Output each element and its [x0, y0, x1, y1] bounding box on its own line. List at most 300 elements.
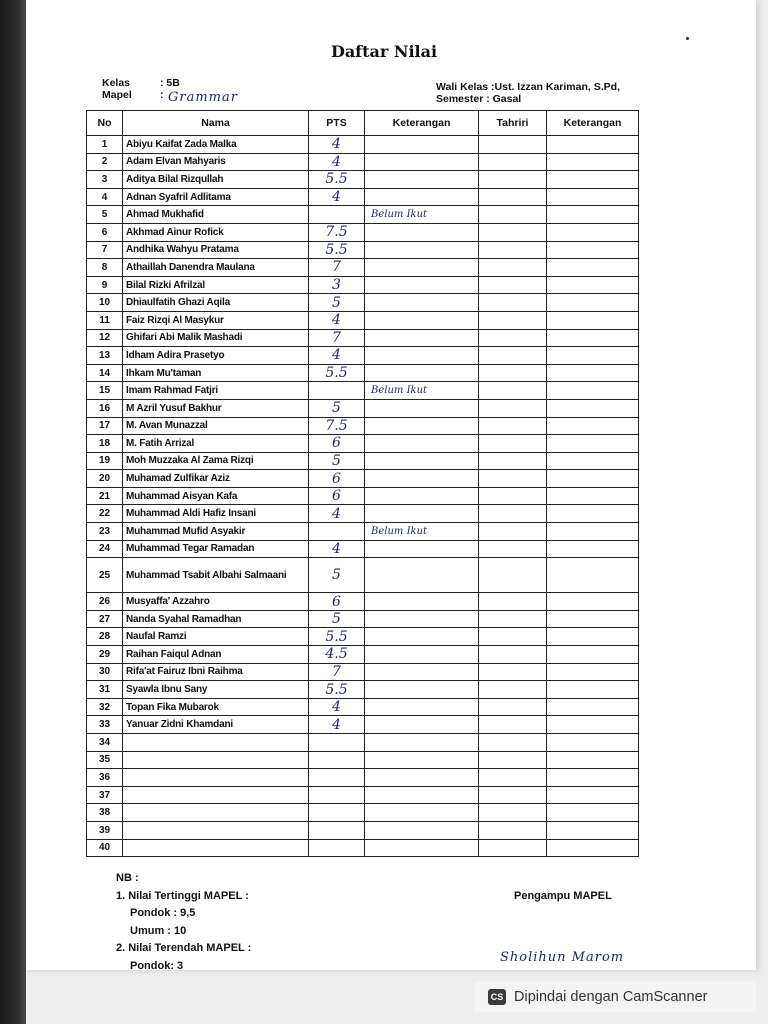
table-row	[87, 294, 639, 312]
tahriri-cell	[479, 487, 547, 505]
keterangan-cell	[365, 188, 479, 206]
tahriri-cell	[479, 223, 547, 241]
student-name	[123, 786, 309, 804]
row-number: 6	[87, 223, 123, 241]
table-row	[87, 311, 639, 329]
pts-score: 7	[309, 663, 365, 681]
keterangan-2-cell	[547, 804, 639, 822]
keterangan-cell	[365, 241, 479, 259]
pts-score: 6	[309, 487, 365, 505]
row-number: 12	[87, 329, 123, 347]
pts-score: 4.5	[309, 646, 365, 664]
lowest-score-label: 2. Nilai Terendah MAPEL :	[116, 942, 252, 954]
table-row	[87, 523, 639, 541]
keterangan-cell	[365, 769, 479, 787]
student-name: Athaillah Danendra Maulana	[123, 259, 309, 277]
student-name: M. Fatih Arrizal	[123, 435, 309, 453]
keterangan-cell	[365, 487, 479, 505]
keterangan-2-cell	[547, 153, 639, 171]
mapel-colon: :	[160, 89, 164, 101]
table-row	[87, 259, 639, 277]
tahriri-cell	[479, 646, 547, 664]
highest-score-label: 1. Nilai Tertinggi MAPEL :	[116, 889, 249, 902]
teacher-info	[436, 81, 620, 105]
tahriri-cell	[479, 593, 547, 611]
tahriri-cell	[479, 839, 547, 857]
pts-score: 6	[309, 470, 365, 488]
student-name: Abiyu Kaifat Zada Malka	[123, 136, 309, 154]
row-number: 3	[87, 171, 123, 189]
row-number: 24	[87, 540, 123, 558]
student-name	[123, 804, 309, 822]
tahriri-cell	[479, 769, 547, 787]
tahriri-cell	[479, 435, 547, 453]
keterangan-cell	[365, 610, 479, 628]
row-number: 33	[87, 716, 123, 734]
table-row	[87, 452, 639, 470]
mapel-label: Mapel	[102, 89, 132, 101]
tahriri-cell	[479, 347, 547, 365]
pts-score: 5.5	[309, 628, 365, 646]
tahriri-cell	[479, 417, 547, 435]
tahriri-cell	[479, 470, 547, 488]
keterangan-2-cell	[547, 786, 639, 804]
tahriri-cell	[479, 821, 547, 839]
keterangan-2-cell	[547, 188, 639, 206]
keterangan-cell	[365, 593, 479, 611]
table-row	[87, 399, 639, 417]
pts-score: 4	[309, 716, 365, 734]
table-row	[87, 435, 639, 453]
row-number: 28	[87, 628, 123, 646]
keterangan-2-cell	[547, 223, 639, 241]
table-row	[87, 610, 639, 628]
pts-score	[309, 821, 365, 839]
keterangan-cell	[365, 294, 479, 312]
tahriri-cell	[479, 698, 547, 716]
header-keterangan-2: Keterangan	[547, 111, 639, 136]
teacher-signature: Sholihun Marom	[500, 950, 625, 965]
keterangan-2-cell	[547, 505, 639, 523]
keterangan-2-cell	[547, 276, 639, 294]
pts-score: 5	[309, 399, 365, 417]
row-number: 2	[87, 153, 123, 171]
tahriri-cell	[479, 206, 547, 224]
table-row	[87, 646, 639, 664]
pts-score: 5	[309, 452, 365, 470]
table-row	[87, 171, 639, 189]
grade-table-wrapper	[86, 110, 638, 857]
highest-umum: Umum : 10	[130, 924, 187, 937]
row-number: 16	[87, 399, 123, 417]
keterangan-2-cell	[547, 382, 639, 400]
speck-mark	[686, 37, 689, 40]
table-row	[87, 382, 639, 400]
header-tahriri: Tahriri	[479, 111, 547, 136]
keterangan-2-cell	[547, 364, 639, 382]
keterangan-2-cell	[547, 734, 639, 752]
pts-score: 5.5	[309, 681, 365, 699]
row-number: 11	[87, 311, 123, 329]
table-row	[87, 206, 639, 224]
student-name	[123, 839, 309, 857]
row-number: 10	[87, 294, 123, 312]
table-row	[87, 628, 639, 646]
keterangan-cell	[365, 663, 479, 681]
student-name: Raihan Faiqul Adnan	[123, 646, 309, 664]
keterangan-cell	[365, 540, 479, 558]
keterangan-2-cell	[547, 294, 639, 312]
table-row	[87, 663, 639, 681]
keterangan-cell	[365, 364, 479, 382]
keterangan-2-cell	[547, 593, 639, 611]
lowest-pondok: Pondok: 3	[130, 959, 184, 972]
keterangan-cell	[365, 558, 479, 593]
tahriri-cell	[479, 786, 547, 804]
keterangan-2-cell	[547, 769, 639, 787]
tahriri-cell	[479, 505, 547, 523]
keterangan-cell	[365, 804, 479, 822]
pts-score: 5	[309, 294, 365, 312]
student-name: Faiz Rizqi Al Masykur	[123, 311, 309, 329]
row-number: 38	[87, 804, 123, 822]
row-number: 40	[87, 839, 123, 857]
keterangan-cell	[365, 751, 479, 769]
keterangan-cell	[365, 470, 479, 488]
pts-score: 7.5	[309, 223, 365, 241]
student-name: Muhammad Aisyan Kafa	[123, 487, 309, 505]
pts-score: 4	[309, 505, 365, 523]
tahriri-cell	[479, 734, 547, 752]
student-name	[123, 734, 309, 752]
tahriri-cell	[479, 663, 547, 681]
camscanner-watermark	[474, 982, 756, 1012]
pts-score: 5.5	[309, 364, 365, 382]
student-name: Ahmad Mukhafid	[123, 206, 309, 224]
keterangan-cell: Belum Ikut	[365, 523, 479, 541]
keterangan-cell	[365, 628, 479, 646]
student-name: Akhmad Ainur Rofick	[123, 223, 309, 241]
keterangan-2-cell	[547, 417, 639, 435]
keterangan-2-cell	[547, 540, 639, 558]
pts-score: 5	[309, 558, 365, 593]
student-name: Muhammad Tsabit Albahi Salmaani	[123, 558, 309, 593]
student-name: Muhammad Tegar Ramadan	[123, 540, 309, 558]
row-number: 35	[87, 751, 123, 769]
keterangan-cell	[365, 276, 479, 294]
student-name	[123, 821, 309, 839]
keterangan-cell	[365, 681, 479, 699]
tahriri-cell	[479, 804, 547, 822]
table-row	[87, 136, 639, 154]
pts-score	[309, 523, 365, 541]
table-row	[87, 540, 639, 558]
row-number: 23	[87, 523, 123, 541]
keterangan-cell	[365, 734, 479, 752]
table-row	[87, 681, 639, 699]
student-name: Syawla Ibnu Sany	[123, 681, 309, 699]
keterangan-2-cell	[547, 558, 639, 593]
table-row	[87, 769, 639, 787]
nb-label: NB :	[116, 872, 139, 884]
tahriri-cell	[479, 329, 547, 347]
keterangan-2-cell	[547, 487, 639, 505]
keterangan-2-cell	[547, 523, 639, 541]
header-nama: Nama	[123, 111, 309, 136]
table-row	[87, 716, 639, 734]
pts-score: 7	[309, 259, 365, 277]
row-number: 39	[87, 821, 123, 839]
row-number: 30	[87, 663, 123, 681]
student-name: Moh Muzzaka Al Zama Rizqi	[123, 452, 309, 470]
pts-score: 3	[309, 276, 365, 294]
student-name: M Azril Yusuf Bakhur	[123, 399, 309, 417]
pts-score: 4	[309, 311, 365, 329]
student-name: Ghifari Abi Malik Mashadi	[123, 329, 309, 347]
student-name: M. Avan Munazzal	[123, 417, 309, 435]
keterangan-2-cell	[547, 206, 639, 224]
student-name: Adam Elvan Mahyaris	[123, 153, 309, 171]
keterangan-cell	[365, 347, 479, 365]
student-name: Muhammad Aldi Hafiz Insani	[123, 505, 309, 523]
keterangan-2-cell	[547, 347, 639, 365]
tahriri-cell	[479, 311, 547, 329]
kelas-label: Kelas	[102, 77, 131, 89]
keterangan-2-cell	[547, 329, 639, 347]
row-number: 7	[87, 241, 123, 259]
row-number: 4	[87, 188, 123, 206]
row-number: 34	[87, 734, 123, 752]
student-name: Nanda Syahal Ramadhan	[123, 610, 309, 628]
student-name: Adnan Syafril Adlitama	[123, 188, 309, 206]
keterangan-2-cell	[547, 136, 639, 154]
tahriri-cell	[479, 681, 547, 699]
table-row	[87, 470, 639, 488]
table-row	[87, 276, 639, 294]
pts-score: 4	[309, 153, 365, 171]
table-row	[87, 153, 639, 171]
row-number: 8	[87, 259, 123, 277]
table-body	[87, 136, 639, 857]
pts-score	[309, 804, 365, 822]
keterangan-cell	[365, 435, 479, 453]
keterangan-2-cell	[547, 452, 639, 470]
tahriri-cell	[479, 259, 547, 277]
table-row	[87, 839, 639, 857]
pts-score: 7	[309, 329, 365, 347]
student-name: Andhika Wahyu Pratama	[123, 241, 309, 259]
keterangan-2-cell	[547, 470, 639, 488]
pts-score: 6	[309, 593, 365, 611]
keterangan-2-cell	[547, 681, 639, 699]
tahriri-cell	[479, 153, 547, 171]
tahriri-cell	[479, 558, 547, 593]
pts-score	[309, 206, 365, 224]
pts-score	[309, 751, 365, 769]
keterangan-2-cell	[547, 435, 639, 453]
scan-left-edge-shadow	[0, 0, 26, 1024]
table-row	[87, 223, 639, 241]
keterangan-2-cell	[547, 839, 639, 857]
tahriri-cell	[479, 276, 547, 294]
kelas-value: : 5B	[160, 77, 180, 89]
pts-score: 4	[309, 540, 365, 558]
table-row	[87, 188, 639, 206]
keterangan-cell	[365, 259, 479, 277]
keterangan-2-cell	[547, 311, 639, 329]
tahriri-cell	[479, 294, 547, 312]
camscanner-logo-icon: CS	[488, 989, 506, 1005]
keterangan-cell	[365, 505, 479, 523]
table-row	[87, 329, 639, 347]
tahriri-cell	[479, 136, 547, 154]
pts-score: 4	[309, 698, 365, 716]
row-number: 19	[87, 452, 123, 470]
pts-score: 5	[309, 610, 365, 628]
row-number: 1	[87, 136, 123, 154]
tahriri-cell	[479, 523, 547, 541]
table-row	[87, 821, 639, 839]
row-number: 37	[87, 786, 123, 804]
keterangan-2-cell	[547, 610, 639, 628]
row-number: 9	[87, 276, 123, 294]
tahriri-cell	[479, 382, 547, 400]
student-name: Aditya Bilal Rizqullah	[123, 171, 309, 189]
keterangan-cell: Belum Ikut	[365, 382, 479, 400]
tahriri-cell	[479, 364, 547, 382]
row-number: 32	[87, 698, 123, 716]
student-name: Rifa'at Fairuz Ibni Raihma	[123, 663, 309, 681]
keterangan-cell	[365, 452, 479, 470]
student-name: Topan Fika Mubarok	[123, 698, 309, 716]
pts-score: 4	[309, 347, 365, 365]
keterangan-cell	[365, 786, 479, 804]
pts-score: 4	[309, 136, 365, 154]
keterangan-2-cell	[547, 241, 639, 259]
header-keterangan: Keterangan	[365, 111, 479, 136]
row-number: 21	[87, 487, 123, 505]
student-name	[123, 769, 309, 787]
row-number: 27	[87, 610, 123, 628]
keterangan-cell	[365, 821, 479, 839]
pts-score	[309, 382, 365, 400]
table-row	[87, 734, 639, 752]
tahriri-cell	[479, 171, 547, 189]
wali-kelas: Wali Kelas :Ust. Izzan Kariman, S.Pd,	[436, 81, 620, 93]
pts-score: 5.5	[309, 241, 365, 259]
keterangan-cell	[365, 646, 479, 664]
student-name: Yanuar Zidni Khamdani	[123, 716, 309, 734]
keterangan-cell	[365, 329, 479, 347]
tahriri-cell	[479, 716, 547, 734]
pts-score: 7.5	[309, 417, 365, 435]
student-name: Naufal Ramzi	[123, 628, 309, 646]
table-row	[87, 505, 639, 523]
student-name: Imam Rahmad Fatjri	[123, 382, 309, 400]
notes-block	[116, 870, 251, 975]
row-number: 18	[87, 435, 123, 453]
semester: Semester : Gasal	[436, 93, 522, 105]
keterangan-2-cell	[547, 716, 639, 734]
keterangan-2-cell	[547, 821, 639, 839]
camscanner-text: Dipindai dengan CamScanner	[514, 989, 708, 1005]
student-name: Musyaffa' Azzahro	[123, 593, 309, 611]
header-pts: PTS	[309, 111, 365, 136]
row-number: 17	[87, 417, 123, 435]
tahriri-cell	[479, 241, 547, 259]
keterangan-2-cell	[547, 399, 639, 417]
table-row	[87, 804, 639, 822]
table-row	[87, 487, 639, 505]
keterangan-2-cell	[547, 663, 639, 681]
row-number: 29	[87, 646, 123, 664]
table-row	[87, 347, 639, 365]
document-title: Daftar Nilai	[330, 42, 438, 61]
row-number: 26	[87, 593, 123, 611]
keterangan-cell	[365, 171, 479, 189]
tahriri-cell	[479, 628, 547, 646]
tahriri-cell	[479, 610, 547, 628]
pts-score	[309, 769, 365, 787]
keterangan-cell	[365, 698, 479, 716]
pts-score	[309, 734, 365, 752]
keterangan-2-cell	[547, 646, 639, 664]
tahriri-cell	[479, 452, 547, 470]
grade-table	[86, 110, 639, 857]
keterangan-cell	[365, 399, 479, 417]
student-name: Bilal Rizki Afrilzal	[123, 276, 309, 294]
table-row	[87, 751, 639, 769]
row-number: 20	[87, 470, 123, 488]
row-number: 31	[87, 681, 123, 699]
keterangan-cell	[365, 839, 479, 857]
keterangan-cell	[365, 716, 479, 734]
row-number: 5	[87, 206, 123, 224]
table-row	[87, 241, 639, 259]
row-number: 25	[87, 558, 123, 593]
highest-pondok: Pondok : 9,5	[130, 907, 196, 919]
keterangan-cell	[365, 223, 479, 241]
keterangan-2-cell	[547, 628, 639, 646]
student-name: Ihkam Mu'taman	[123, 364, 309, 382]
pts-score	[309, 786, 365, 804]
student-name	[123, 751, 309, 769]
student-name: Idham Adira Prasetyo	[123, 347, 309, 365]
keterangan-2-cell	[547, 171, 639, 189]
keterangan-cell: Belum Ikut	[365, 206, 479, 224]
tahriri-cell	[479, 399, 547, 417]
header-no: No	[87, 111, 123, 136]
keterangan-cell	[365, 417, 479, 435]
table-row	[87, 558, 639, 593]
table-row	[87, 786, 639, 804]
row-number: 36	[87, 769, 123, 787]
keterangan-2-cell	[547, 751, 639, 769]
table-row	[87, 364, 639, 382]
table-row	[87, 417, 639, 435]
student-name: Dhiaulfatih Ghazi Aqila	[123, 294, 309, 312]
pts-score	[309, 839, 365, 857]
row-number: 14	[87, 364, 123, 382]
tahriri-cell	[479, 540, 547, 558]
keterangan-cell	[365, 136, 479, 154]
pts-score: 4	[309, 188, 365, 206]
pts-score: 6	[309, 435, 365, 453]
keterangan-cell	[365, 311, 479, 329]
keterangan-cell	[365, 153, 479, 171]
tahriri-cell	[479, 751, 547, 769]
student-name: Muhammad Mufid Asyakir	[123, 523, 309, 541]
